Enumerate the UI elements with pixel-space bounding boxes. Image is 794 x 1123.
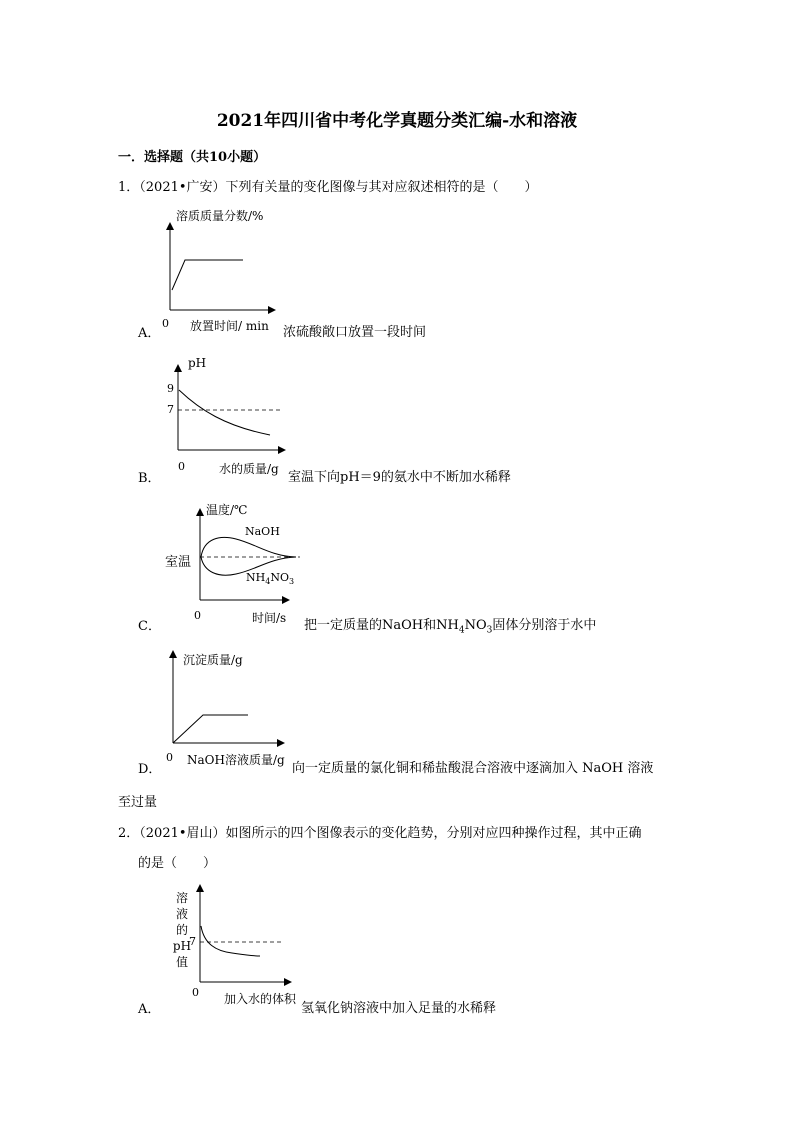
option-a-origin: 0 xyxy=(162,317,169,330)
q2-option-a-y-axis-label: 溶 液 的 pH 值 xyxy=(172,891,192,969)
question-1-stem: 1．（2021•广安）下列有关量的变化图像与其对应叙述相符的是（ ） xyxy=(118,180,538,195)
option-c-nh4no3-label: $NH_4NO_3$ xyxy=(246,571,295,587)
option-d-letter: D． xyxy=(138,762,162,777)
option-d-origin: 0 xyxy=(166,751,173,764)
option-d-curve xyxy=(173,715,248,743)
option-b-y-axis-label: pH xyxy=(188,356,207,370)
page-title: 2021年四川省中考化学真题分类汇编-水和溶液 xyxy=(216,111,578,131)
option-c-naoh-curve xyxy=(201,537,296,557)
q2-option-a-graph xyxy=(190,884,294,986)
option-a-x-axis-label: 放置时间/ min xyxy=(190,319,269,333)
option-c-naoh-label: NaOH xyxy=(245,525,280,538)
q2-option-a-letter: A． xyxy=(138,1002,161,1017)
section-heading: 一．选择题（共10小题） xyxy=(118,150,267,165)
q2-option-a-x-axis-label: 加入水的体积 xyxy=(224,992,297,1006)
option-c-x-axis-label: 时间/s xyxy=(252,611,287,625)
option-b-tick-9: 9 xyxy=(167,382,174,395)
option-c-letter: C． xyxy=(138,619,161,634)
q2-option-a-tick-7: 7 xyxy=(189,935,196,948)
option-c-y-axis-label: 温度/℃ xyxy=(206,503,248,517)
question-2-stem-cont: 的是（ ） xyxy=(138,856,217,871)
option-a-description: 浓硫酸敞口放置一段时间 xyxy=(283,325,427,340)
option-d-y-axis-label: 沉淀质量/g xyxy=(183,653,243,667)
q2-option-a-curve xyxy=(201,926,260,956)
question-2-stem: 2．（2021•眉山）如图所示的四个图像表示的变化趋势，分别对应四种操作过程，其中正确 xyxy=(118,826,642,841)
option-a-letter: A． xyxy=(138,326,161,341)
option-c-graph xyxy=(190,508,306,606)
option-b-origin: 0 xyxy=(178,460,185,473)
option-b-description: 室温下向pH＝9的氨水中不断加水稀释 xyxy=(288,470,511,485)
option-b-x-axis-label: 水的质量/g xyxy=(219,462,279,476)
option-c-origin: 0 xyxy=(194,609,201,622)
option-b-tick-7: 7 xyxy=(167,403,174,416)
option-d-graph xyxy=(163,650,289,748)
option-a-curve xyxy=(172,260,243,290)
option-d-description: 向一定质量的氯化铜和稀盐酸混合溶液中逐滴加入 NaOH 溶液 xyxy=(292,761,654,776)
option-c-room-temp-label: 室温 xyxy=(165,555,192,570)
option-b-graph xyxy=(170,364,290,456)
option-b-letter: B． xyxy=(138,471,161,486)
option-d-x-axis-label: NaOH溶液质量/g xyxy=(187,753,285,767)
q2-option-a-description: 氢氧化钠溶液中加入足量的水稀释 xyxy=(301,1001,497,1016)
q2-option-a-origin: 0 xyxy=(192,986,199,999)
option-b-curve xyxy=(179,390,270,435)
option-c-description: 把一定质量的NaOH和$NH_4NO_3$固体分别溶于水中 xyxy=(304,618,597,636)
option-a-y-axis-label: 溶质质量分数/% xyxy=(176,209,264,223)
option-a-graph xyxy=(160,218,280,318)
option-d-description-cont: 至过量 xyxy=(118,795,158,810)
